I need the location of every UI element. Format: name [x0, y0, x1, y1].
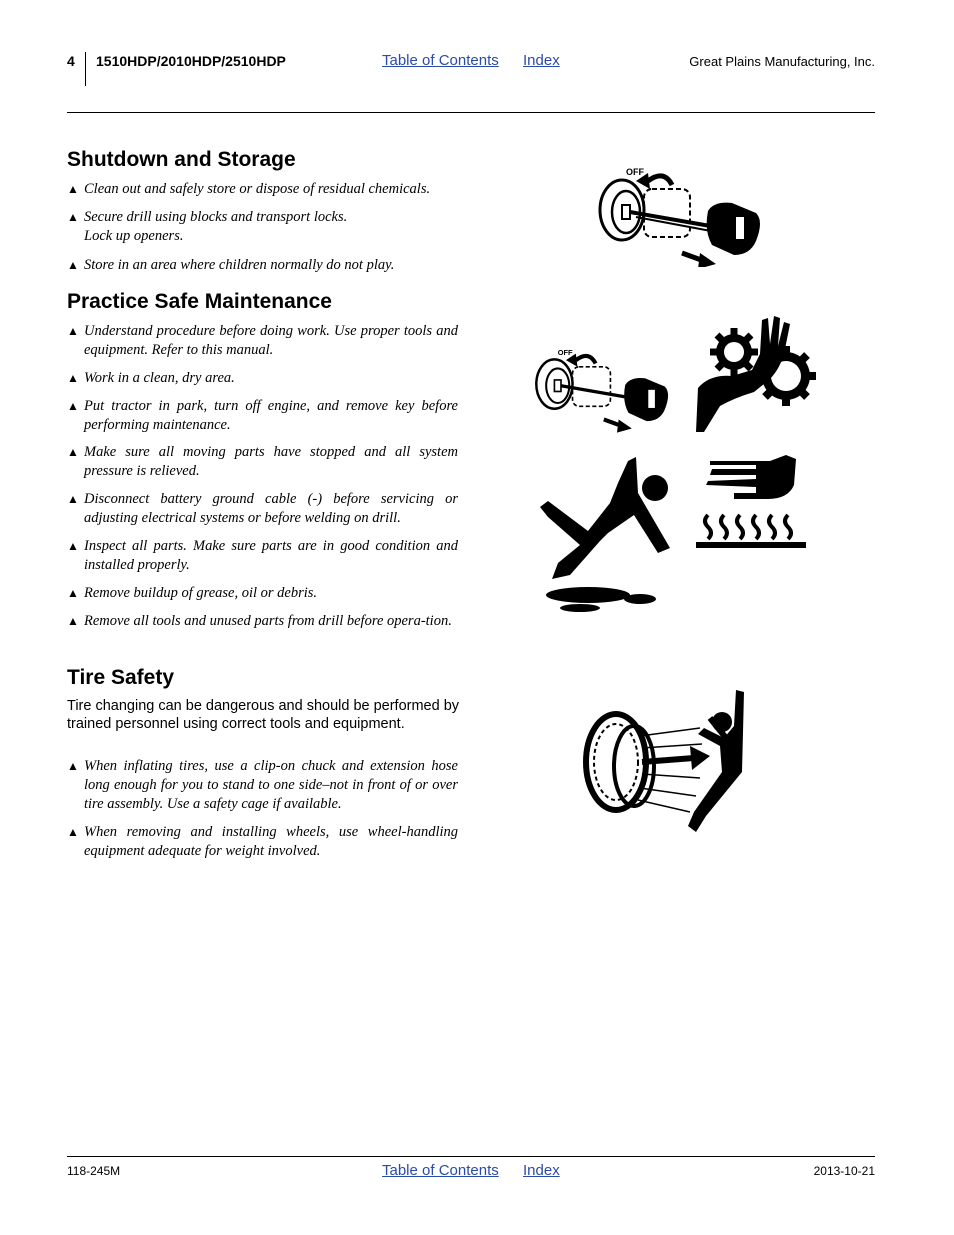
section-title-shutdown: Shutdown and Storage	[67, 148, 296, 171]
section-title-tire: Tire Safety	[67, 666, 174, 689]
bullet-triangle-icon: ▲	[67, 371, 79, 385]
tire-explosion-icon	[582, 688, 748, 836]
gear-entanglement-icon	[694, 314, 818, 434]
svg-text:OFF: OFF	[557, 348, 573, 358]
list-item: ▲ Inspect all parts. Make sure parts are in good condition and installed properly.	[67, 538, 458, 573]
footer-rule	[67, 1156, 875, 1157]
list-item: ▲ Remove all tools and unused parts from drill before opera-tion.	[67, 613, 452, 629]
bullet-triangle-icon: ▲	[67, 586, 79, 600]
footer-toc-link[interactable]: Table of Contents	[382, 1162, 499, 1179]
header-divider	[85, 52, 86, 86]
header-rule	[67, 112, 875, 113]
list-item: ▲ Understand procedure before doing work. Use proper tools and equipment. Refer to this manual.	[67, 323, 458, 358]
bullet-triangle-icon: ▲	[67, 324, 79, 338]
footer-index-link[interactable]: Index	[523, 1162, 560, 1179]
bullet-triangle-icon: ▲	[67, 539, 79, 553]
list-item: ▲ Disconnect battery ground cable (-) before servicing or adjusting electrical systems or before welding on drill.	[67, 491, 458, 526]
bullet-triangle-icon: ▲	[67, 759, 79, 773]
bullet-triangle-icon: ▲	[67, 182, 79, 196]
key-off-small-icon	[533, 345, 673, 433]
bullet-triangle-icon: ▲	[67, 399, 79, 413]
key-off-icon	[596, 165, 766, 267]
tire-intro: Tire changing can be dangerous and should be performed by trained personnel using correct tools and equipment.	[67, 698, 460, 732]
header-toc-link[interactable]: Table of Contents	[382, 52, 499, 69]
list-item: ▲ Work in a clean, dry area.	[67, 370, 235, 386]
bullet-triangle-icon: ▲	[67, 825, 79, 839]
list-item: ▲ Clean out and safely store or dispose of residual chemicals.	[67, 181, 431, 197]
list-item: ▲ When inflating tires, use a clip-on chuck and extension hose long enough for you to stand to one side–not in front of or over tire assembly. Use a safety cage if available.	[67, 758, 458, 812]
list-item: ▲ Make sure all moving parts have stopped and all system pressure is relieved.	[67, 444, 458, 479]
bullet-triangle-icon: ▲	[67, 210, 79, 224]
bullet-triangle-icon: ▲	[67, 445, 79, 459]
footer-date: 2013-10-21	[813, 1164, 875, 1178]
model-title: 1510HDP/2010HDP/2510HDP	[96, 53, 286, 69]
list-item: ▲ When removing and installing wheels, use wheel-handling equipment adequate for weight involved.	[67, 824, 458, 859]
list-item: ▲ Put tractor in park, turn off engine, and remove key before performing maintenance.	[67, 398, 458, 433]
header-index-link[interactable]: Index	[523, 52, 560, 69]
section-title-maintenance: Practice Safe Maintenance	[67, 290, 332, 313]
svg-text:OFF: OFF	[626, 167, 644, 177]
bullet-triangle-icon: ▲	[67, 258, 79, 272]
slip-hazard-icon	[540, 453, 675, 613]
page-number: 4	[67, 53, 75, 69]
company-name: Great Plains Manufacturing, Inc.	[689, 54, 875, 69]
hot-surface-icon	[696, 455, 808, 550]
bullet-triangle-icon: ▲	[67, 492, 79, 506]
list-item: ▲ Secure drill using blocks and transport locks. Lock up openers.	[67, 209, 348, 244]
bullet-triangle-icon: ▲	[67, 614, 79, 628]
doc-number: 118-245M	[67, 1164, 121, 1178]
list-item: ▲ Store in an area where children normally do not play.	[67, 257, 395, 273]
list-item: ▲ Remove buildup of grease, oil or debris.	[67, 585, 318, 601]
